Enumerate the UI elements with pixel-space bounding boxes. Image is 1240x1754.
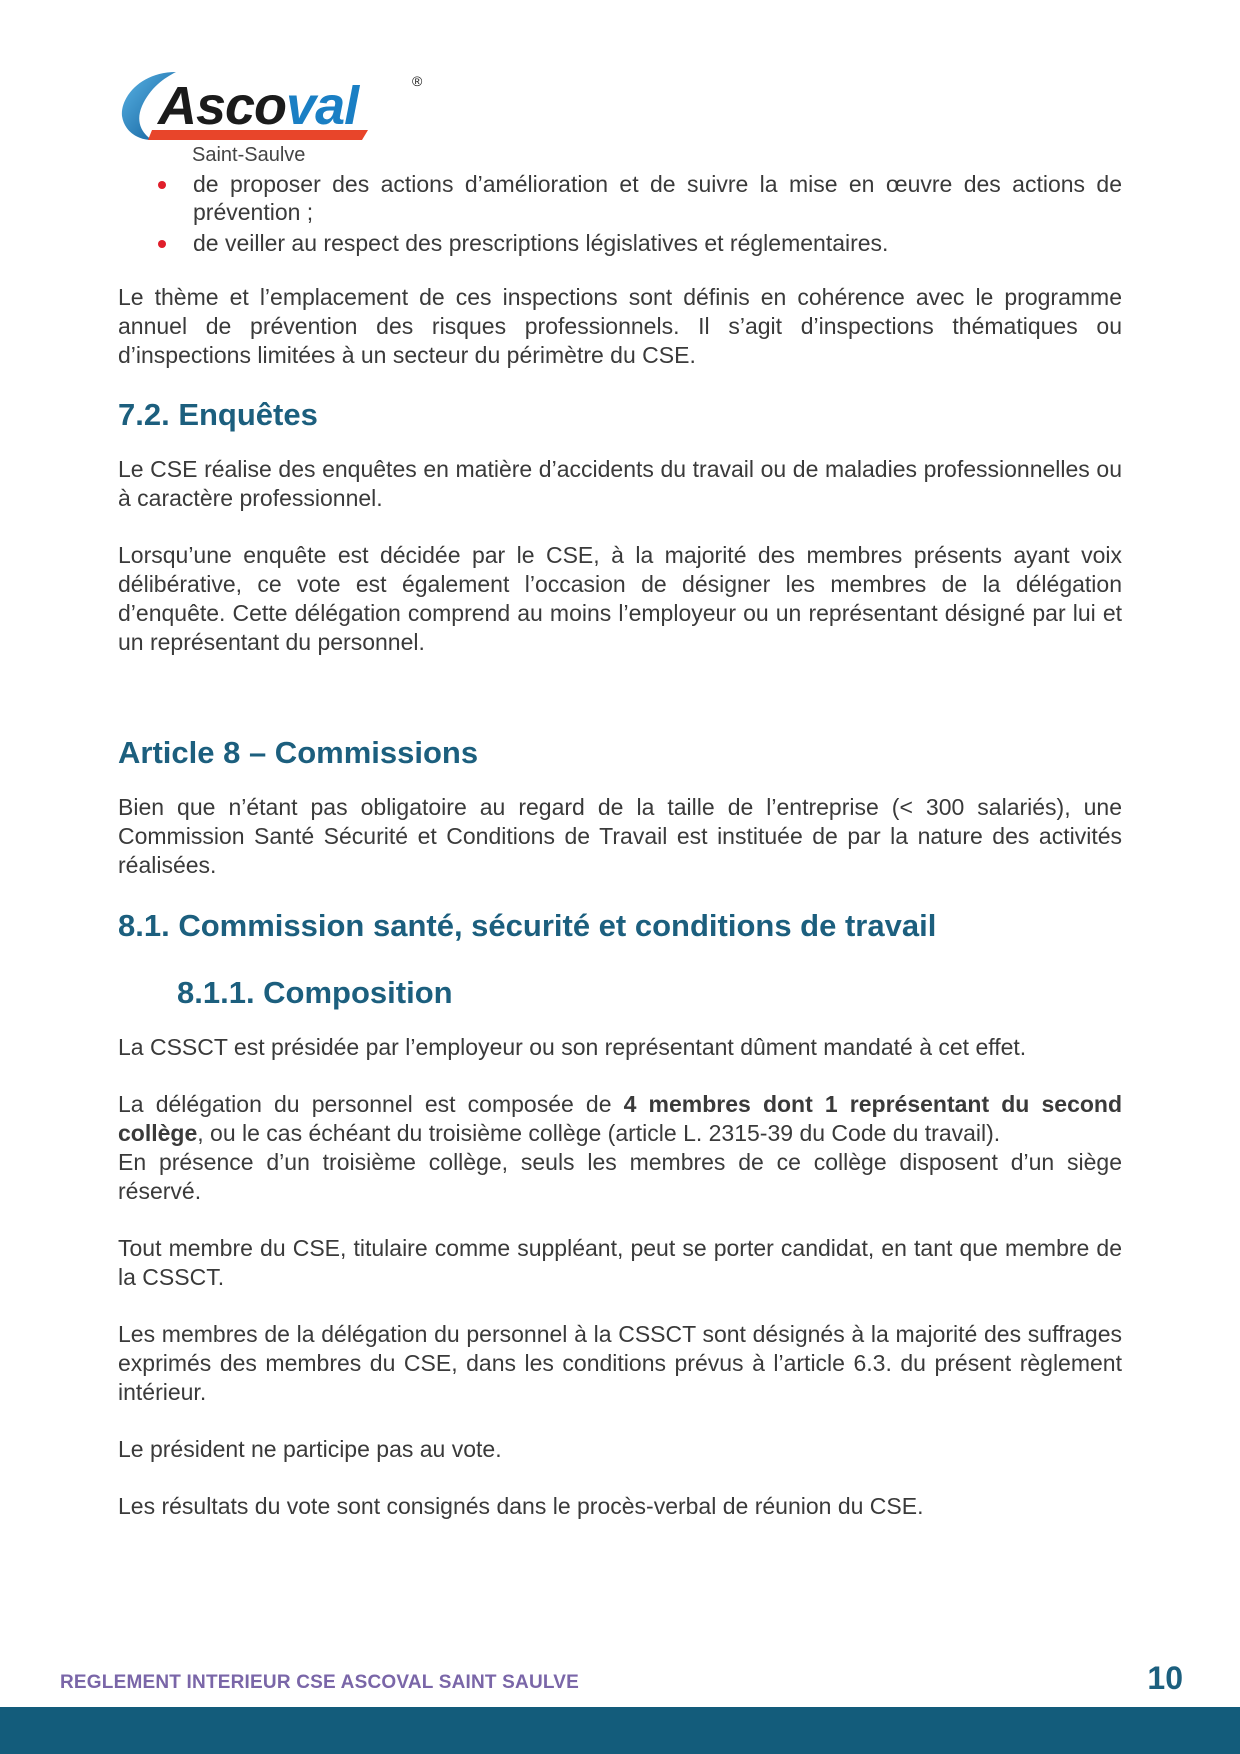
paragraph-theme: Le thème et l’emplacement de ces inspections sont définis en cohérence avec le programme annuel de prévention des risques professionnels. Il s’agit d’inspections thématiques ou d’inspections limitées à un secteur du périmètre du CSE.	[118, 284, 1122, 368]
page-number: 10	[1147, 1660, 1183, 1696]
paragraph-composition-3: En présence d’un troisième collège, seuls les membres de ce collège disposent d’un siège réservé.	[118, 1149, 1122, 1204]
paragraph-composition-2: La délégation du personnel est composée de 4 membres dont 1 représentant du second collège, ou le cas échéant du troisième collège (article L. 2315-39 du Code du travail).	[118, 1091, 1123, 1146]
bullet-list	[118, 170, 1122, 257]
paragraph-composition-6: Le président ne participe pas au vote.	[118, 1436, 502, 1462]
paragraph-composition-7: Les résultats du vote sont consignés dans le procès-verbal de réunion du CSE.	[118, 1493, 924, 1519]
paragraph-composition-4: Tout membre du CSE, titulaire comme suppléant, peut se porter candidat, en tant que membre de la CSSCT.	[118, 1235, 1122, 1290]
list-item: de proposer des actions d’amélioration et de suivre la mise en œuvre des actions de prévention ;	[118, 170, 1122, 226]
heading-article-8: Article 8 – Commissions	[118, 735, 479, 770]
document-body	[118, 170, 1122, 1521]
paragraph-enquetes-2: Lorsqu’une enquête est décidée par le CSE, à la majorité des membres présents ayant voix délibérative, ce vote est également l’occasion de désigner les membres de la délégation d’enquête. Cette délégation comprend au moins l’employeur ou un représentant désigné par lui et un représentant du personnel.	[118, 542, 1122, 655]
footer-title: REGLEMENT INTERIEUR CSE ASCOVAL SAINT SAULVE	[60, 1672, 580, 1693]
bullet-icon	[158, 240, 166, 248]
paragraph-composition-1: La CSSCT est présidée par l’employeur ou son représentant dûment mandaté à cet effet.	[118, 1034, 1027, 1060]
paragraph-composition-5: Les membres de la délégation du personnel à la CSSCT sont désignés à la majorité des suffrages exprimés des membres du CSE, dans les conditions prévus à l’article 6.3. du présent règlement intérieur.	[118, 1321, 1122, 1405]
footer-band	[0, 1707, 1240, 1754]
list-item: de veiller au respect des prescriptions législatives et réglementaires.	[118, 229, 1122, 257]
heading-7-2: 7.2. Enquêtes	[118, 397, 318, 432]
bullet-icon	[158, 181, 166, 189]
logo-location: Saint-Saulve	[192, 144, 306, 166]
paragraph-enquetes-1: Le CSE réalise des enquêtes en matière d’accidents du travail ou de maladies professionnelles ou à caractère professionnel.	[118, 456, 1122, 511]
svg-text:Ascoval: Ascoval	[158, 76, 359, 136]
heading-8-1-1: 8.1.1. Composition	[177, 975, 453, 1010]
heading-8-1: 8.1. Commission santé, sécurité et conditions de travail	[118, 908, 937, 943]
paragraph-article-8: Bien que n’étant pas obligatoire au regard de la taille de l’entreprise (< 300 salariés), une Commission Santé Sécurité et Conditions de Travail est instituée de par la nature des activités réalisées.	[118, 794, 1122, 878]
svg-text:®: ®	[412, 73, 423, 89]
